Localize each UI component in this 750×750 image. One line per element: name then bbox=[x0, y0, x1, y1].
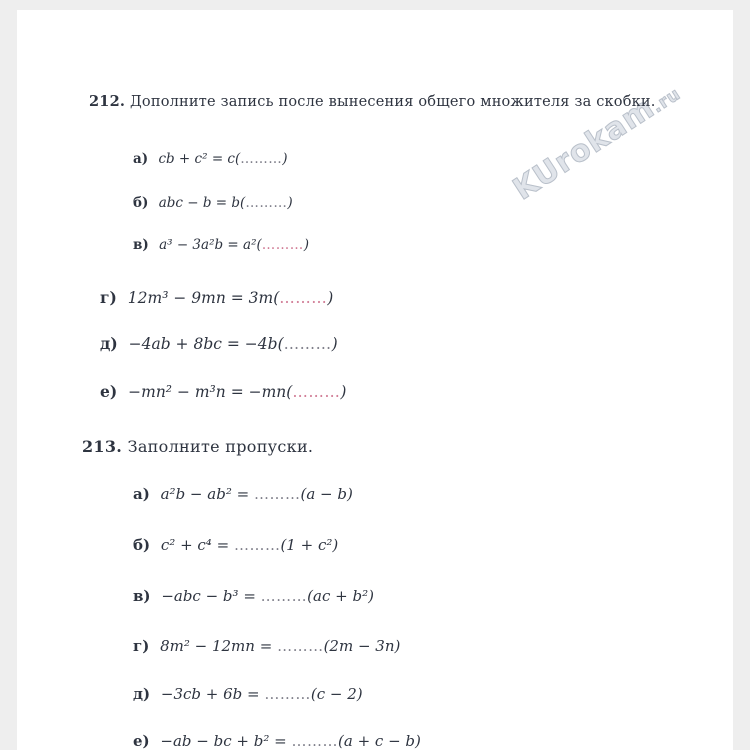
exercise-213-prompt bbox=[82, 437, 313, 456]
exercise-213-item-c: в) −abc − b³ = ………(ac + b²) bbox=[133, 587, 374, 605]
equation-rhs: a²( bbox=[243, 237, 262, 253]
equation-lhs: 8m² − 12mn bbox=[160, 637, 255, 655]
answer-blank[interactable]: ……… bbox=[279, 289, 328, 307]
exercise-212-item-c: в) a³ − 3a²b = a²(………) bbox=[133, 237, 310, 253]
top-bar bbox=[0, 0, 750, 10]
exercise-212-item-f: е) −mn² − m³n = −mn(………) bbox=[100, 382, 347, 401]
equation-lhs: abc − b bbox=[158, 195, 212, 211]
exercise-212-item-a: а) cb + c² = c(………) bbox=[133, 151, 288, 167]
equation-rhs: b( bbox=[231, 195, 246, 211]
equation-lhs: a³ − 3a²b bbox=[159, 237, 224, 253]
exercise-213-item-f: е) −ab − bc + b² = ………(a + c − b) bbox=[133, 732, 421, 750]
exercise-213-item-d: г) 8m² − 12mn = ………(2m − 3n) bbox=[133, 637, 401, 655]
exercise-212-item-d: г) 12m³ − 9mn = 3m(………) bbox=[100, 288, 334, 307]
exercise-213-item-b: б) c² + c⁴ = ………(1 + c²) bbox=[133, 536, 339, 554]
equation-rhs: (ac + b²) bbox=[307, 587, 374, 605]
exercise-212-prompt bbox=[89, 93, 689, 111]
exercise-213-item-a: а) a²b − ab² = ………(a − b) bbox=[133, 485, 353, 503]
equation-rhs: (1 + c²) bbox=[280, 536, 339, 554]
exercise-213-number: 213. bbox=[82, 437, 123, 456]
equation-lhs: a²b − ab² bbox=[160, 485, 232, 503]
answer-blank[interactable]: ……… bbox=[245, 195, 288, 211]
answer-blank[interactable]: ……… bbox=[277, 637, 324, 655]
watermark: KUrokam.ru bbox=[507, 84, 685, 208]
equation-lhs: −ab − bc + b² bbox=[160, 732, 270, 750]
equation-rhs: (a + c − b) bbox=[338, 732, 421, 750]
equation-lhs: −abc − b³ bbox=[161, 587, 239, 605]
answer-blank[interactable]: ……… bbox=[240, 151, 283, 167]
answer-blank[interactable]: ……… bbox=[233, 536, 281, 554]
equation-rhs: −mn( bbox=[248, 383, 293, 401]
answer-blank[interactable]: ……… bbox=[260, 587, 308, 605]
equation-rhs: 3m( bbox=[248, 289, 280, 307]
answer-blank[interactable]: ……… bbox=[292, 383, 341, 401]
answer-blank[interactable]: ……… bbox=[283, 335, 332, 353]
equation-rhs: (a − b) bbox=[300, 485, 353, 503]
equation-lhs: 12m³ − 9mn bbox=[127, 289, 226, 307]
equation-lhs: −4ab + 8bc bbox=[128, 335, 222, 353]
answer-blank[interactable]: ……… bbox=[253, 485, 301, 503]
exercise-212-text: Дополните запись после вынесения общего множителя за скобки. bbox=[129, 94, 656, 110]
textbook-page bbox=[17, 10, 733, 750]
exercise-212-item-e: д) −4ab + 8bc = −4b(………) bbox=[100, 334, 338, 353]
equation-lhs: −3cb + 6b bbox=[160, 685, 243, 703]
exercise-213-text: Заполните пропуски. bbox=[127, 437, 314, 456]
exercise-212-item-b: б) abc − b = b(………) bbox=[133, 195, 293, 211]
equation-rhs: (c − 2) bbox=[310, 685, 363, 703]
exercise-213-item-e: д) −3cb + 6b = ………(c − 2) bbox=[133, 685, 363, 703]
equation-rhs: −4b( bbox=[244, 335, 284, 353]
equation-rhs: c( bbox=[227, 151, 241, 167]
answer-blank[interactable]: ……… bbox=[291, 732, 338, 750]
equation-lhs: cb + c² bbox=[158, 151, 208, 167]
exercise-212-number: 212. bbox=[89, 93, 126, 110]
equation-rhs: (2m − 3n) bbox=[323, 637, 401, 655]
equation-lhs: c² + c⁴ bbox=[160, 536, 212, 554]
answer-blank[interactable]: ……… bbox=[264, 685, 311, 703]
equation-lhs: −mn² − m³n bbox=[128, 383, 226, 401]
answer-blank[interactable]: ……… bbox=[261, 237, 304, 253]
